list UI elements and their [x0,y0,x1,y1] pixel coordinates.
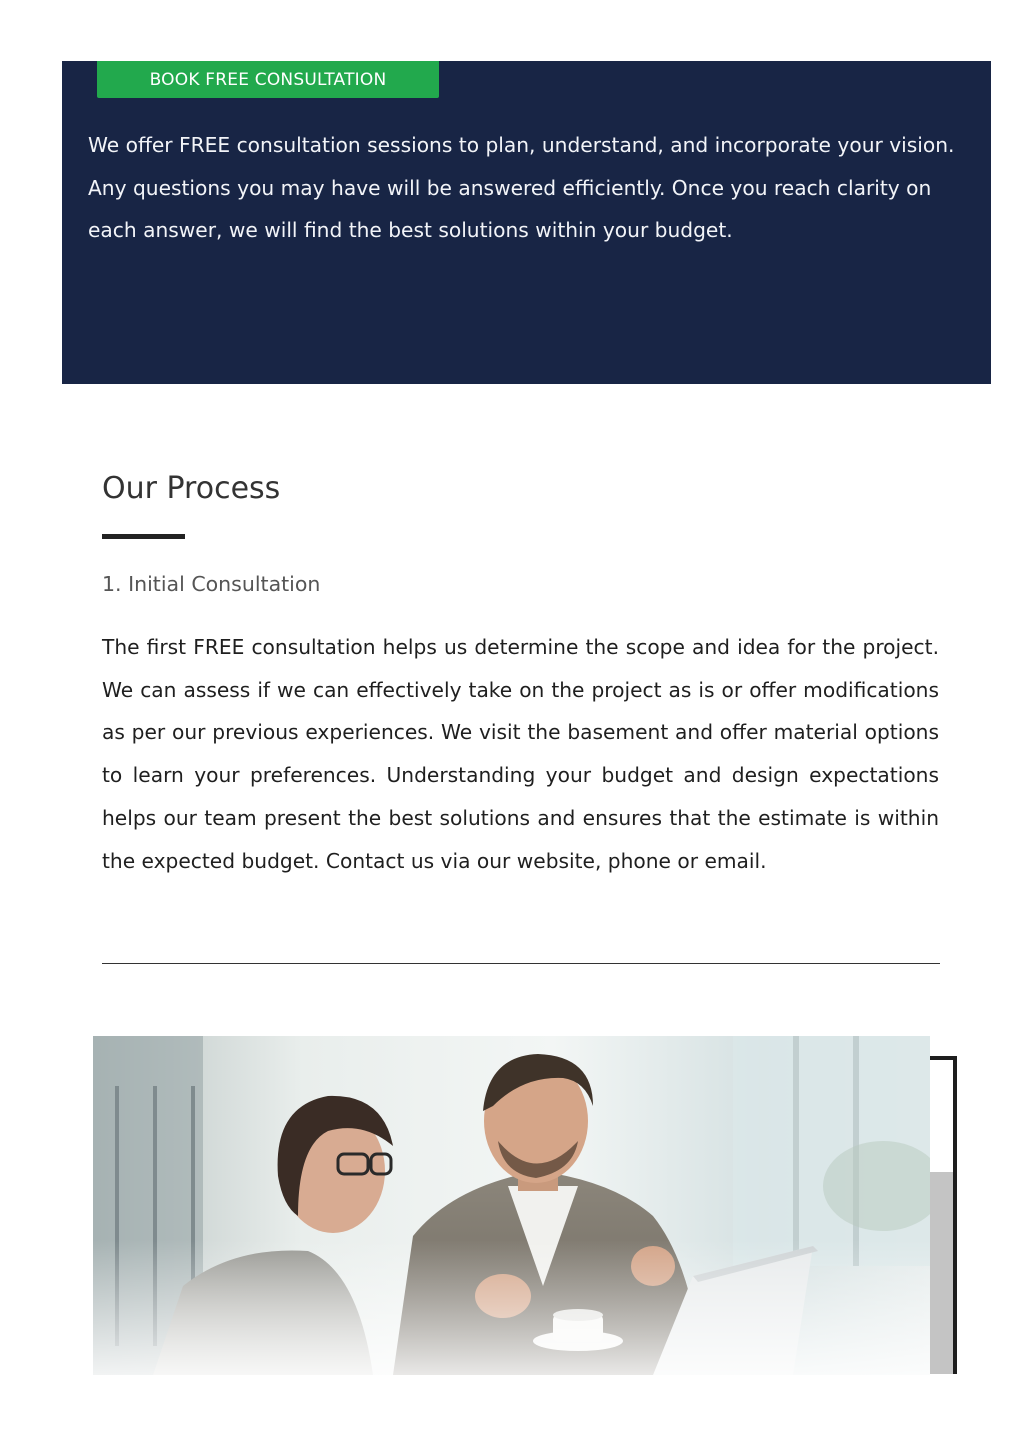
step-description: The first FREE consultation helps us determine the scope and idea for the project. We can assess if we can effectively take on the project as is or offer modifications as per our previous experiences. We visit the basement and offer material options to learn your preferences. Understanding your budget and design expectations helps our team present the best solutions and ensures that the estimate is within the expected budget. Contact us via our website, phone or email. [102,635,939,873]
photo-frame-fill [930,1172,953,1374]
section-title: Our Process [102,471,281,506]
photo-frame-accent [930,1056,957,1374]
book-free-consultation-button[interactable]: BOOK FREE CONSULTATION [97,61,439,98]
consultation-photo [93,1036,930,1375]
section-divider [102,963,940,964]
hero-description: We offer FREE consultation sessions to plan, understand, and incorporate your vision. Any questions you may have will be answered efficiently. Once you reach clarity on each answer, we will find the best solutions within your budget. [88,133,955,243]
consultation-photo-illustration [93,1036,930,1375]
step-title: 1. Initial Consultation [102,572,321,596]
consultation-hero [62,61,991,384]
title-underline [102,534,185,539]
